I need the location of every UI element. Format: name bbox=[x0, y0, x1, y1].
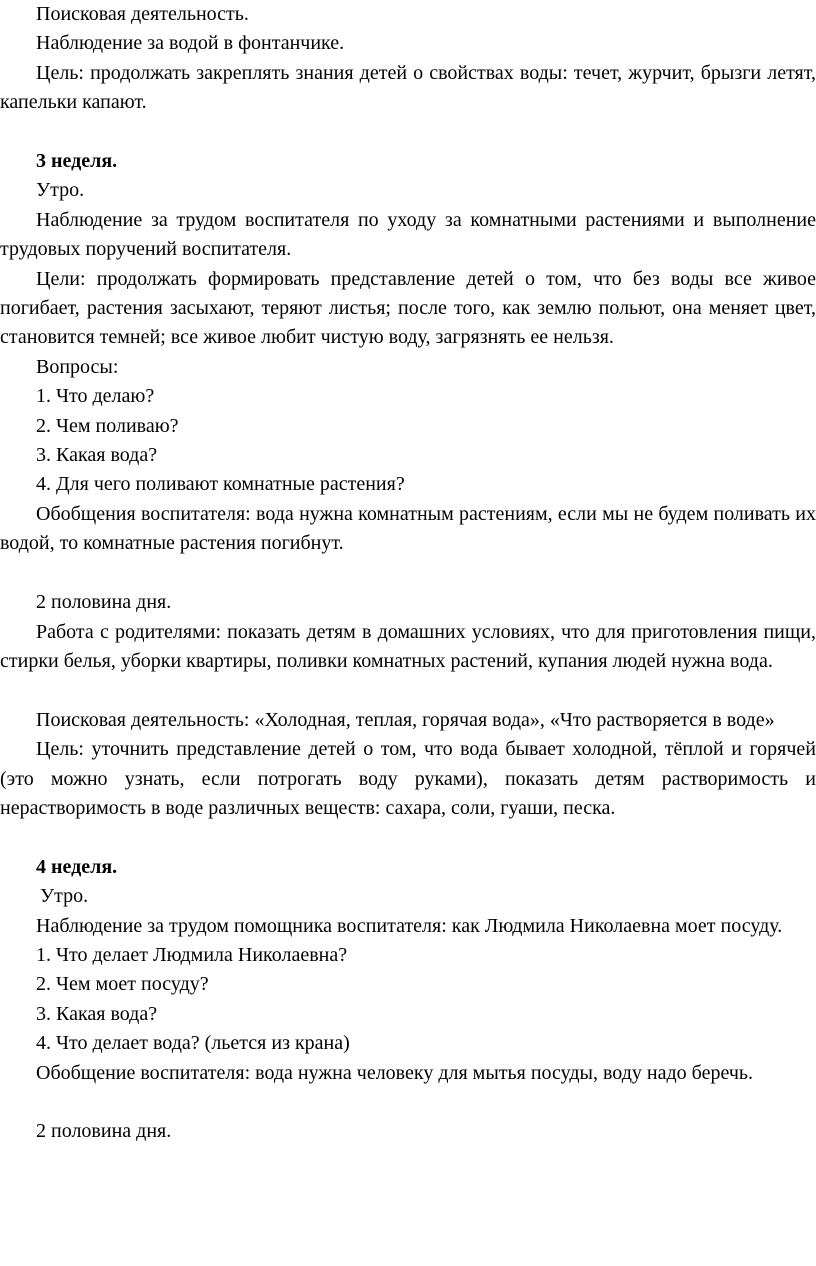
paragraph-teacher-summary-plants: Обобщения воспитателя: вода нужна комнатным растениям, если мы не будем поливать их водой, то комнатные растения погибнут. bbox=[0, 502, 816, 555]
paragraph-goal-water-properties: Цель: продолжать закреплять знания детей о свойствах воды: течет, журчит, брызги летят, капельки капают. bbox=[0, 61, 816, 114]
list-item-question-w4-3: 3. Какая вода? bbox=[36, 1002, 158, 1025]
paragraph-fountain-observation: Наблюдение за водой в фонтанчике. bbox=[36, 32, 345, 55]
paragraph-goals-plants: Цели: продолжать формировать представление детей о том, что без воды все живое погибает, растения засыхают, теряют листья; после того, как землю польют, она меняет цвет, становится темней; все живое любит чистую воду, загрязнять ее нельзя. bbox=[0, 267, 816, 349]
paragraph-goal-water-temp: Цель: уточнить представление детей о том, что вода бывает холодной, тёплой и горячей (это можно узнать, если потрогать воду руками), показать детям растворимость и нерастворимость в воде различных веществ: сахара, соли, гуаши, песка. bbox=[0, 738, 816, 819]
paragraph-teacher-summary-dishes: Обобщение воспитателя: вода нужна человеку для мытья посуды, воду надо беречь. bbox=[36, 1061, 754, 1084]
list-item-question-1: 1. Что делаю? bbox=[36, 385, 155, 408]
list-item-question-w4-2: 2. Чем моет посуду? bbox=[36, 973, 209, 996]
paragraph-afternoon-week-3: 2 половина дня. bbox=[36, 591, 172, 614]
paragraph-assistant-dishes-observation: Наблюдение за трудом помощника воспитателя: как Людмила Николаевна моет посуду. bbox=[36, 914, 783, 937]
heading-week-3: 3 неделя. bbox=[36, 150, 118, 173]
blank-line bbox=[0, 823, 816, 852]
list-item-question-w4-1: 1. Что делает Людмила Николаевна? bbox=[36, 943, 348, 966]
paragraph-search-activity-water-temp: Поисковая деятельность: «Холодная, теплая, горячая вода», «Что растворяется в воде» bbox=[36, 708, 775, 731]
blank-line bbox=[0, 1088, 816, 1117]
blank-line bbox=[0, 676, 816, 705]
blank-line bbox=[0, 118, 816, 147]
paragraph-morning-week-4: Утро. bbox=[40, 885, 89, 908]
list-item-question-4: 4. Для чего поливают комнатные растения? bbox=[36, 473, 405, 496]
paragraph-afternoon-week-4: 2 половина дня. bbox=[36, 1120, 172, 1143]
heading-week-4: 4 неделя. bbox=[36, 855, 118, 878]
list-item-question-w4-4: 4. Что делает вода? (льется из крана) bbox=[36, 1032, 350, 1055]
list-item-question-2: 2. Чем поливаю? bbox=[36, 414, 179, 437]
paragraph-search-activity: Поисковая деятельность. bbox=[36, 3, 249, 25]
list-item-question-3: 3. Какая вода? bbox=[36, 444, 158, 467]
paragraph-questions-label: Вопросы: bbox=[36, 355, 119, 378]
paragraph-work-with-parents: Работа с родителями: показать детям в домашних условиях, что для приготовления пищи, стирки белья, уборки квартиры, поливки комнатных растений, купания людей нужна вода. bbox=[0, 620, 816, 672]
paragraph-morning-week-3: Утро. bbox=[36, 179, 85, 202]
paragraph-teacher-plants-observation: Наблюдение за трудом воспитателя по уходу за комнатными растениями и выполнение трудовых поручений воспитателя. bbox=[0, 208, 816, 261]
blank-line bbox=[0, 559, 816, 588]
